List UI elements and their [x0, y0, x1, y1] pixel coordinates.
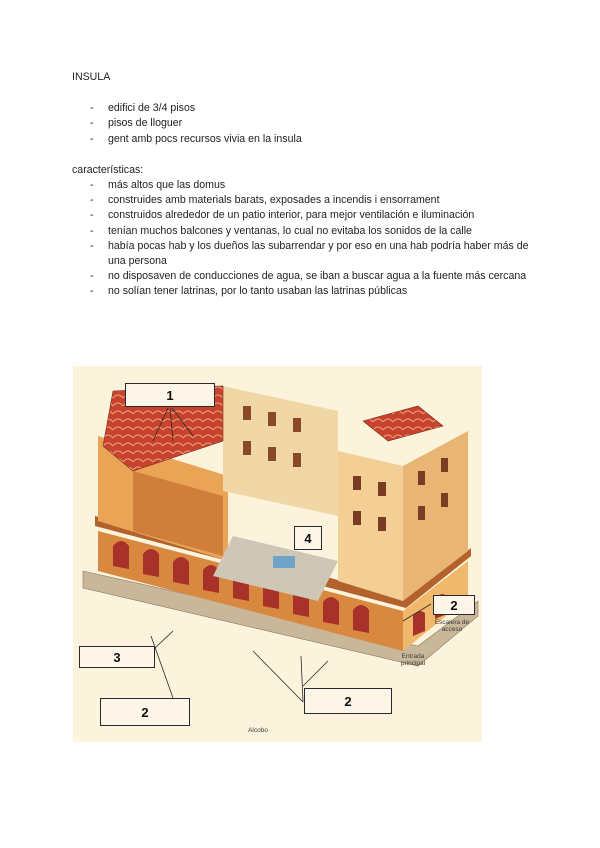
list-item: - no solían tener latrinas, por lo tanto usaban las latrinas públicas: [72, 284, 532, 299]
list-item: - más altos que las domus: [72, 178, 532, 193]
roof-small: [363, 406, 443, 441]
list-item: - edifici de 3/4 pisos: [72, 101, 532, 116]
caption-entrance: Entrada principal: [400, 653, 426, 667]
list-item: - construides amb materials barats, exposades a incendis i ensorrament: [72, 193, 532, 208]
label-shops-front: 3: [79, 646, 155, 668]
insula-illustration: [73, 366, 482, 742]
fountain: [273, 556, 295, 568]
list-item: - pisos de lloguer: [72, 116, 532, 131]
features-heading: características:: [72, 163, 144, 176]
label-shops-left: 2: [100, 698, 190, 726]
label-roof: 1: [125, 383, 215, 407]
label-entrance: 2: [304, 688, 392, 714]
right-block-front: [338, 451, 403, 601]
back-wall: [223, 386, 338, 516]
list-item: - había pocas hab y los dueños las subarrendar y por eso en una hab podría haber más de una persona: [72, 239, 532, 269]
label-patio: 4: [294, 526, 322, 550]
list-item: - construidos alrededor de un patio interior, para mejor ventilación e iluminación: [72, 208, 532, 223]
features-list: [72, 178, 532, 300]
label-stairs: 2: [433, 595, 475, 615]
insula-drawing: [73, 366, 482, 742]
caption-alcove: Alcobo: [248, 727, 268, 734]
list-item: - no disposaven de conducciones de agua, se iban a buscar agua a la fuente más cercana: [72, 269, 532, 284]
intro-list: [72, 101, 532, 147]
document-body: [72, 70, 532, 316]
caption-stairs: Escalera de acceso: [434, 619, 470, 633]
list-item: - tenían muchos balcones y ventanas, lo cual no evitaba los sonidos de la calle: [72, 224, 532, 239]
page-title: INSULA: [72, 71, 111, 83]
list-item: - gent amb pocs recursos vivia en la insula: [72, 132, 532, 147]
